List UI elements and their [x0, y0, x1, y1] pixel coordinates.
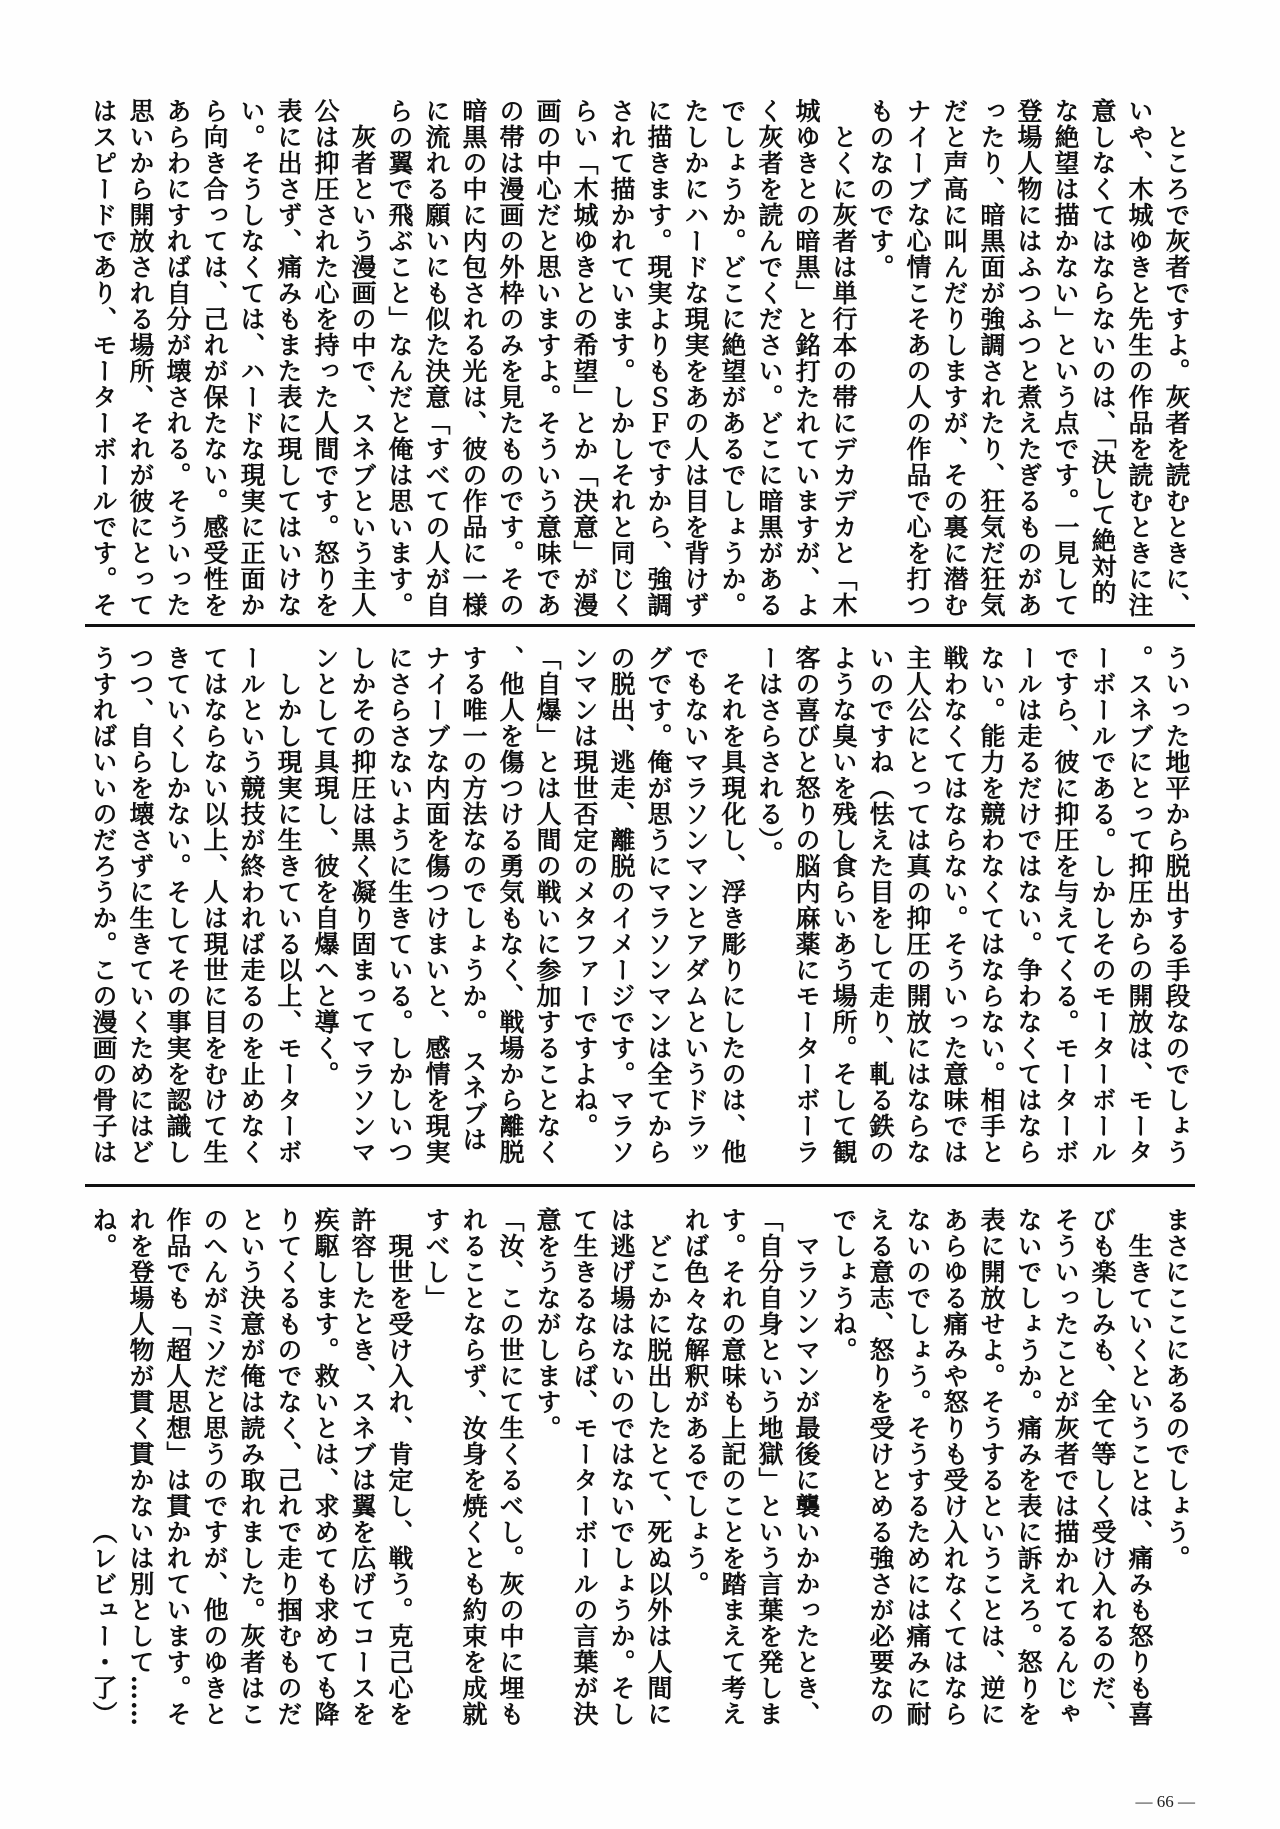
text-column: たしかにハードな現実をあの人は目を背けず — [681, 98, 710, 618]
text-column: 公は抑圧された心を持った人間です。怒りを — [311, 98, 340, 618]
text-column: しかその抑圧は黒く凝り固まってマラソンマ — [348, 645, 377, 1165]
text-column: れを登場人物が貫く貫かないは別として…… — [126, 1207, 155, 1727]
text-column: ないでしょうか。痛みを表に訴えろ。怒りを — [1014, 1207, 1043, 1727]
text-column: すべし」 — [422, 1207, 451, 1311]
text-column: りてくるものでなく、己れで走り掴むものだ — [274, 1207, 303, 1727]
text-column: きていくしかない。そしてその事実を認識し — [163, 645, 192, 1165]
text-column: 意しなくてはならないのは、「決して絶対的 — [1088, 98, 1117, 606]
text-column: ないのでしょう。そうするためには痛みに耐 — [903, 1207, 932, 1727]
text-column: ナイーブな内面を傷つけまいと、感情を現実 — [422, 645, 451, 1165]
text-column: マラソンマンが最後に襲いかかったとき、 — [792, 1207, 821, 1727]
text-column: て生きるならば、モーターボールの言葉が決 — [570, 1207, 599, 1727]
text-column: のへんがミソだと思うのですが、他のゆきと — [200, 1207, 229, 1727]
text-column: 。スネブにとって抑圧からの開放は、モータ — [1125, 645, 1154, 1165]
text-column: 画の中心だと思いますよ。そういう意味であ — [533, 98, 562, 618]
text-column: い。そうしなくては、ハードな現実に正面か — [237, 98, 266, 618]
text-column: それを具現化し、浮き彫りにしたのは、他 — [718, 645, 747, 1165]
text-column: 表に出さず、痛みもまた表に現してはいけな — [274, 98, 303, 618]
text-column: という決意が俺は読み取れました。灰者はこ — [237, 1207, 266, 1727]
text-column: 登場人物にはふつふつと煮えたぎるものがあ — [1014, 98, 1043, 618]
text-column: にさらさないように生きている。しかしいつ — [385, 645, 414, 1165]
text-column: どこかに脱出したとて、死ぬ以外は人間に — [644, 1207, 673, 1727]
text-column: ったり、暗黒面が強調されたり、狂気だ狂気 — [977, 98, 1006, 618]
text-column: 戦わなくてはならない。そういった意味では — [940, 645, 969, 1165]
text-column: ら向き合っては、己れが保たない。感受性を — [200, 98, 229, 618]
text-band-bottom — [85, 1207, 1195, 1727]
text-column: は逃げ場はないのではないでしょうか。そし — [607, 1207, 636, 1727]
text-column: 灰者という漫画の中で、スネブという主人 — [348, 98, 377, 618]
text-column: 、他人を傷つける勇気もなく、戦場から離脱 — [496, 645, 525, 1165]
text-column: まさにここにあるのでしょう。 — [1162, 1207, 1191, 1571]
text-column: だと声高に叫んだりしますが、その裏に潜む — [940, 98, 969, 618]
text-column: 「自分自身という地獄」という言葉を発しま — [755, 1207, 784, 1727]
text-column: える意志、怒りを受けとめる強さが必要なの — [866, 1207, 895, 1727]
text-column: 「自爆」とは人間の戦いに参加することなく — [533, 645, 562, 1165]
text-column: ナイーブな心情こそあの人の作品で心を打つ — [903, 98, 932, 618]
text-column: の帯は漫画の外枠のみを見たものです。その — [496, 98, 525, 618]
text-column: されて描かれています。しかしそれと同じく — [607, 98, 636, 618]
text-column: 客の喜びと怒りの脳内麻薬にモーターボーラ — [792, 645, 821, 1165]
text-column: でしょうか。どこに絶望があるでしょうか。 — [718, 98, 747, 618]
text-column: 主人公にとっては真の抑圧の開放にはならな — [903, 645, 932, 1165]
text-column: らい「木城ゆきとの希望」とか「決意」が漫 — [570, 98, 599, 618]
horizontal-rule-top — [85, 624, 1195, 627]
text-column: ね。 — [89, 1207, 118, 1259]
text-column: ールという競技が終われば走るのを止めなく — [237, 645, 266, 1165]
text-column: 意をうながします。 — [533, 1207, 562, 1441]
text-column: あらゆる痛みや怒りも受け入れなくてはなら — [940, 1207, 969, 1727]
text-column: てはならない以上、人は現世に目をむけて生 — [200, 645, 229, 1165]
text-column: く灰者を読んでください。どこに暗黒がある — [755, 98, 784, 618]
text-band-middle — [85, 645, 1195, 1165]
text-column: に描きます。現実よりもＳＦですから、強調 — [644, 98, 673, 618]
text-column: ーはさらされる）。 — [755, 645, 784, 867]
text-column: 作品でも「超人思想」は貫かれています。そ — [163, 1207, 192, 1727]
text-column: でしょうね。 — [829, 1207, 858, 1363]
text-column: れることならず、汝身を焼くとも約束を成就 — [459, 1207, 488, 1727]
text-column: 疾駆します。救いとは、求めても求めても降 — [311, 1207, 340, 1727]
text-column: な絶望は描かない」という点です。一見して — [1051, 98, 1080, 618]
text-column: 城ゆきとの暗黒」と銘打たれていますが、よ — [792, 98, 821, 618]
text-column: ような臭いを残し食らいあう場所。そして観 — [829, 645, 858, 1165]
text-column: ものなのです。 — [866, 98, 895, 280]
text-column: 現世を受け入れ、肯定し、戦う。克己心を — [385, 1207, 414, 1727]
text-column: ールは走るだけではない。争わなくてはなら — [1014, 645, 1043, 1165]
text-column: でもないマラソンマンとアダムというドラッ — [681, 645, 710, 1165]
text-column: はスピードであり、モーターボールです。そ — [89, 98, 118, 618]
text-column: つつ、自らを壊さずに生きていくためにはど — [126, 645, 155, 1165]
text-column: しかし現実に生きている以上、モーターボ — [274, 645, 303, 1165]
text-band-top — [85, 98, 1195, 618]
text-column: の脱出、逃走、離脱のイメージです。マラソ — [607, 645, 636, 1165]
text-column: いや、木城ゆきと先生の作品を読むときに注 — [1125, 98, 1154, 618]
text-column: とくに灰者は単行本の帯にデカデカと「木 — [829, 98, 858, 618]
text-column: いのですね（怯えた目をして走り、軋る鉄の — [866, 645, 895, 1165]
text-column: する唯一の方法なのでしょうか。 スネブは — [459, 645, 488, 1153]
text-column: ンマンは現世否定のメタファーですよね。 — [570, 645, 599, 1139]
review-end-mark: （レビュー・了） — [89, 1519, 118, 1727]
text-column: 思いから開放される場所、それが彼にとって — [126, 98, 155, 618]
text-column: そういったことが灰者では描かれてるんじゃ — [1051, 1207, 1080, 1727]
text-column: ですら、彼に抑圧を与えてくる。モーターボ — [1051, 645, 1080, 1165]
text-column: 「汝、この世にて生くるべし。灰の中に埋も — [496, 1207, 525, 1727]
text-column: うすればいいのだろうか。この漫画の骨子は — [89, 645, 118, 1165]
horizontal-rule-bottom — [85, 1184, 1195, 1187]
text-column: 許容したとき、スネブは翼を広げてコースを — [348, 1207, 377, 1727]
text-column: 暗黒の中に内包される光は、彼の作品に一様 — [459, 98, 488, 618]
text-column: れば色々な解釈があるでしょう。 — [681, 1207, 710, 1597]
page-number: — 66 — — [1135, 1792, 1195, 1811]
text-column: らの翼で飛ぶこと」なんだと俺は思います。 — [385, 98, 414, 618]
text-column: ところで灰者ですよ。灰者を読むときに、 — [1162, 98, 1191, 618]
text-column: 生きていくということは、痛みも怒りも喜 — [1125, 1207, 1154, 1727]
text-column: 表に開放せよ。そうするということは、逆に — [977, 1207, 1006, 1727]
text-column: ンとして具現し、彼を自爆へと導く。 — [311, 645, 340, 1087]
text-column: ない。能力を競わなくてはならない。相手と — [977, 645, 1006, 1165]
text-column: ういった地平から脱出する手段なのでしょう — [1162, 645, 1191, 1165]
text-column: あらわにすれば自分が壊される。そういった — [163, 98, 192, 618]
text-column: グです。俺が思うにマラソンマンは全てから — [644, 645, 673, 1165]
text-column: ーボールである。しかしそのモーターボール — [1088, 645, 1117, 1165]
text-column: びも楽しみも、全て等しく受け入れるのだ、 — [1088, 1207, 1117, 1727]
text-column: に流れる願いにも似た決意「すべての人が自 — [422, 98, 451, 618]
text-column: す。それの意味も上記のことを踏まえて考え — [718, 1207, 747, 1727]
